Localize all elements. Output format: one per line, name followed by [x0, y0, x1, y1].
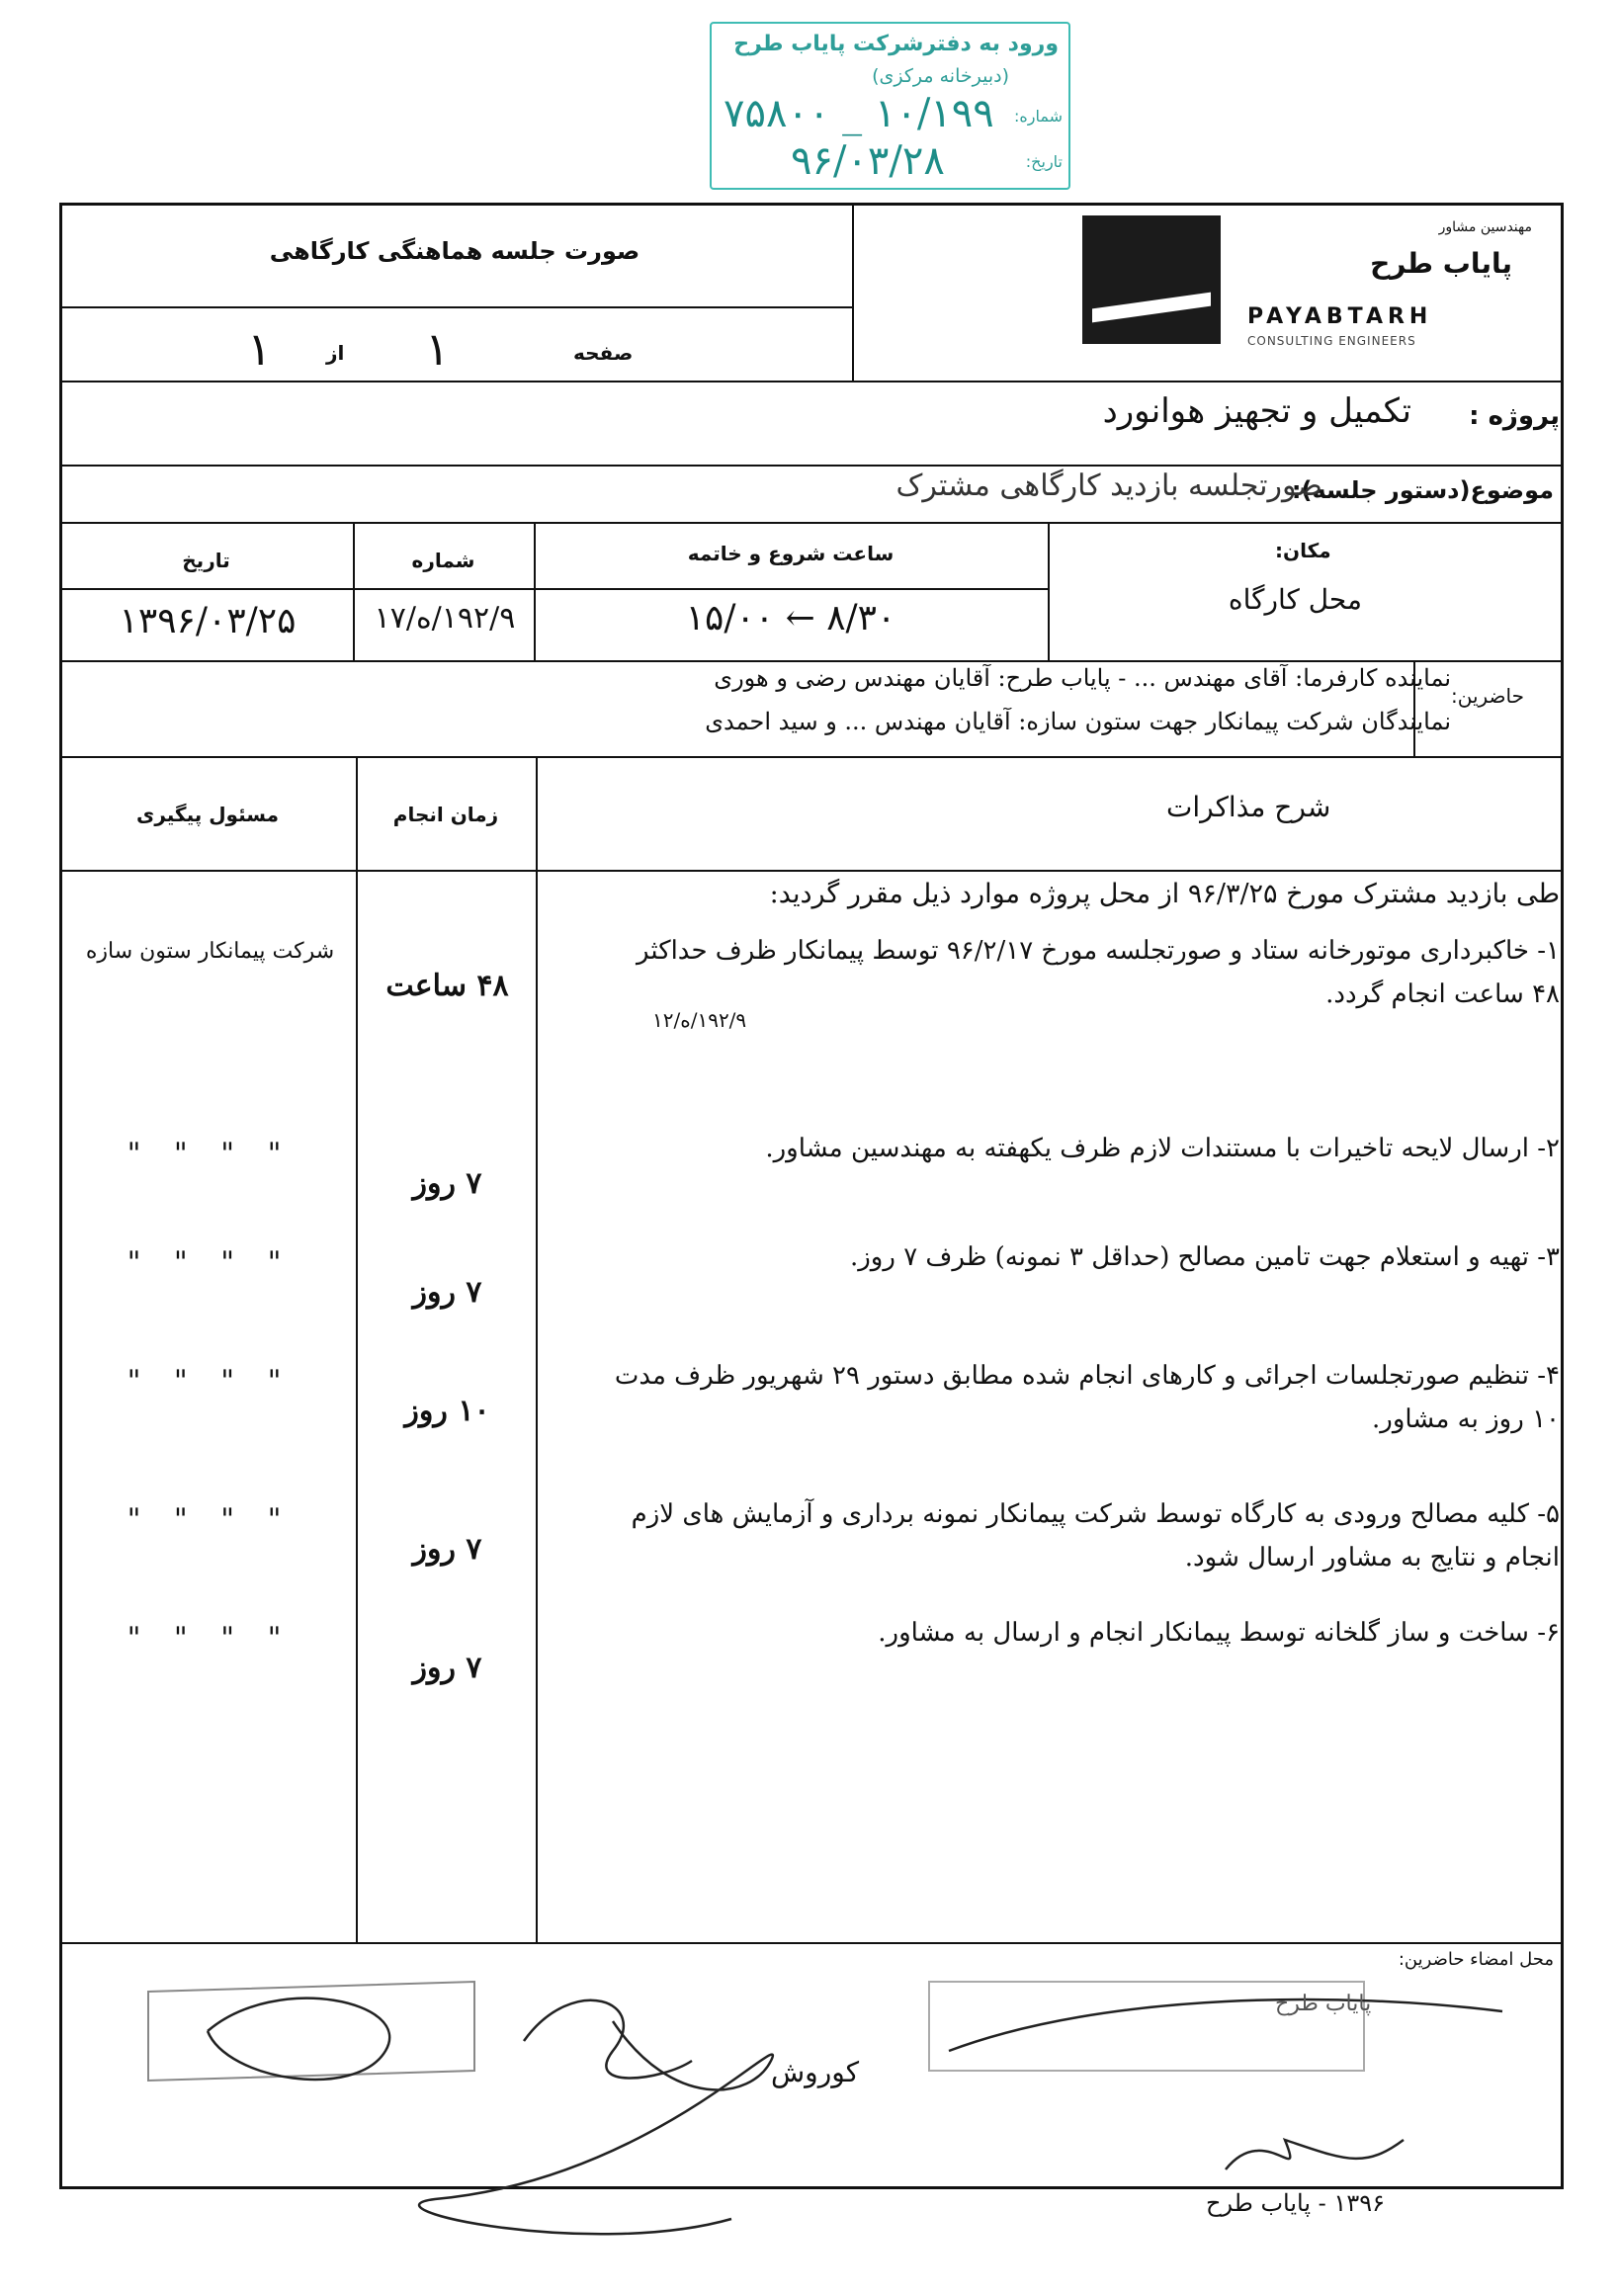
signature-mark-4 — [949, 1999, 1502, 2051]
responsible-header: مسئول پیگیری — [136, 803, 279, 826]
number-value: ۱۹۲/۹/ه/۱۷ — [374, 601, 516, 636]
signature-entry-2: کوروش — [771, 2056, 860, 2088]
discussion-row-deadline: ۷ روز — [412, 1651, 482, 1685]
receipt-stamp — [710, 22, 1070, 190]
company-name-fa: پایاب طرح — [1370, 247, 1512, 280]
meta-bottom-line — [59, 660, 1564, 662]
discussion-row-text: ۲- ارسال لایحه تاخیرات با مستندات لازم ظرف یکهفته به مهندسین مشاور. — [765, 1134, 1560, 1163]
company-prefix: مهندسین مشاور — [1438, 219, 1532, 235]
meta-col-1 — [353, 522, 355, 660]
date-header: تاریخ — [182, 549, 230, 572]
attendees-bottom-line — [59, 756, 1564, 758]
time-value: ۸/۳۰ ← ۱۵/۰۰ — [685, 598, 896, 638]
title-divider — [59, 306, 852, 308]
discussion-row-deadline: ۱۰ روز — [404, 1394, 490, 1428]
subject-label: موضوع(دستور جلسه): — [1291, 476, 1554, 504]
company-logo — [1082, 215, 1221, 344]
signature-mark-1 — [208, 1998, 389, 2080]
subject-value: صورتجلسه بازدید کارگاهی مشترک — [895, 468, 1322, 503]
stamp-date-label: تاریخ: — [1025, 152, 1063, 171]
discussion-row-deadline: ۷ روز — [412, 1532, 482, 1567]
attendees-line-1: نماینده کارفرما: آقای مهندس ... - پایاب طرح: آقایان مهندس رضی و هوری — [714, 664, 1451, 692]
stamp-subtitle: (دبیرخانه مرکزی) — [872, 65, 1009, 87]
meta-header-line — [59, 588, 1048, 590]
discussion-row-deadline: ۷ روز — [412, 1275, 482, 1310]
signature-entry-3: ۱۳۹۶ - پایاب طرح — [1206, 2189, 1385, 2217]
discussion-row-deadline: ۴۸ ساعت — [385, 969, 509, 1003]
project-bottom-line — [59, 465, 1564, 467]
discussion-col-2 — [536, 756, 538, 1942]
attendees-label: حاضرین: — [1450, 684, 1524, 708]
stamp-date-value: ۹۶/۰۳/۲۸ — [791, 138, 945, 184]
discussion-bottom-line — [59, 1942, 1564, 1944]
attendees-line-2: نمایندگان شرکت پیمانکار جهت ستون سازه: آقایان مهندس ... و سید احمدی — [705, 708, 1451, 735]
discussion-row-deadline: ۷ روز — [412, 1166, 482, 1201]
meta-col-3 — [1048, 522, 1050, 660]
discussion-row-responsible: " " " " — [127, 1364, 294, 1399]
discussion-header: شرح مذاکرات — [1166, 791, 1331, 823]
header-divider — [852, 203, 854, 381]
deadline-header: زمان انجام — [392, 803, 499, 826]
total-value: ۱ — [247, 322, 272, 376]
discussion-row-text: ۱- خاکبرداری موتورخانه ستاد و صورتجلسه مورخ ۹۶/۲/۱۷ توسط پیمانکار ظرف حداکثر ۴۸ ساعت انجام گردد. — [637, 936, 1560, 1009]
discussion-row-ref: ۱۹۲/۹/ه/۱۲ — [652, 1008, 747, 1032]
discussion-row-responsible: " " " " — [127, 1245, 294, 1280]
discussion-row-responsible: " " " " — [127, 1137, 294, 1171]
signature-mark-3 — [419, 2021, 773, 2234]
signature-mark-2 — [524, 2000, 692, 2079]
number-header: شماره — [411, 549, 475, 572]
signatures-label: محل امضاء حاضرین: — [1398, 1949, 1554, 1970]
signature-entry-1: پایاب طرح — [1275, 1992, 1372, 2016]
discussion-row-responsible: " " " " — [127, 1502, 294, 1537]
date-value: ۱۳۹۶/۰۳/۲۵ — [119, 601, 297, 641]
header-bottom-line — [59, 381, 1564, 383]
page-label: صفحه — [573, 341, 634, 365]
of-label: از — [326, 341, 345, 365]
discussion-row-text: ۵- کلیه مصالح ورودی به کارگاه توسط شرکت پیمانکار نمونه برداری و آزمایش های لازم انجام و نتایج به مشاور ارسال شود. — [631, 1499, 1560, 1573]
subject-bottom-line — [59, 522, 1564, 524]
discussion-row-text: ۶- ساخت و ساز گلخانه توسط پیمانکار انجام و ارسال به مشاور. — [878, 1618, 1560, 1648]
place-value: محل کارگاه — [1228, 583, 1362, 616]
discussion-header-line — [59, 870, 1564, 872]
discussion-row-responsible: " " " " — [127, 1621, 294, 1656]
stamp-title: ورود به دفترشرکت پایاب طرح — [733, 32, 1059, 56]
company-tagline: CONSULTING ENGINEERS — [1247, 334, 1416, 348]
form-title: صورت جلسه هماهنگی کارگاهی — [269, 237, 640, 265]
signature-mark-5 — [1226, 2140, 1404, 2169]
discussion-intro: طی بازدید مشترک مورخ ۹۶/۳/۲۵ از محل پروژه موارد ذیل مقرر گردید: — [769, 879, 1560, 909]
discussion-row-text: ۴- تنظیم صورتجلسات اجرائی و کارهای انجام شده مطابق دستور ۲۹ شهریور ظرف مدت ۱۰ روز به مشاور. — [614, 1361, 1560, 1434]
time-header: ساعت شروع و خاتمه — [687, 542, 895, 565]
stamp-number-value: ۱۰/۱۹۹ _ ۷۵۸۰۰ — [724, 91, 994, 136]
project-label: پروژه : — [1469, 401, 1560, 431]
company-name-en: PAYABTARH — [1247, 304, 1433, 329]
project-value: تکمیل و تجهیز هوانورد — [1102, 391, 1411, 431]
signature-stamp-left — [148, 1982, 474, 2081]
logo-stripe — [1092, 293, 1211, 323]
discussion-row-text: ۳- تهیه و استعلام جهت تامین مصالح (حداقل ۳ نمونه) ظرف ۷ روز. — [849, 1242, 1560, 1272]
discussion-row-responsible: شرکت پیمانکار ستون سازه — [85, 939, 335, 964]
place-header: مکان: — [1275, 539, 1331, 562]
discussion-col-1 — [356, 756, 358, 1942]
page-value: ۱ — [425, 322, 450, 376]
stamp-number-label: شماره: — [1013, 107, 1063, 126]
